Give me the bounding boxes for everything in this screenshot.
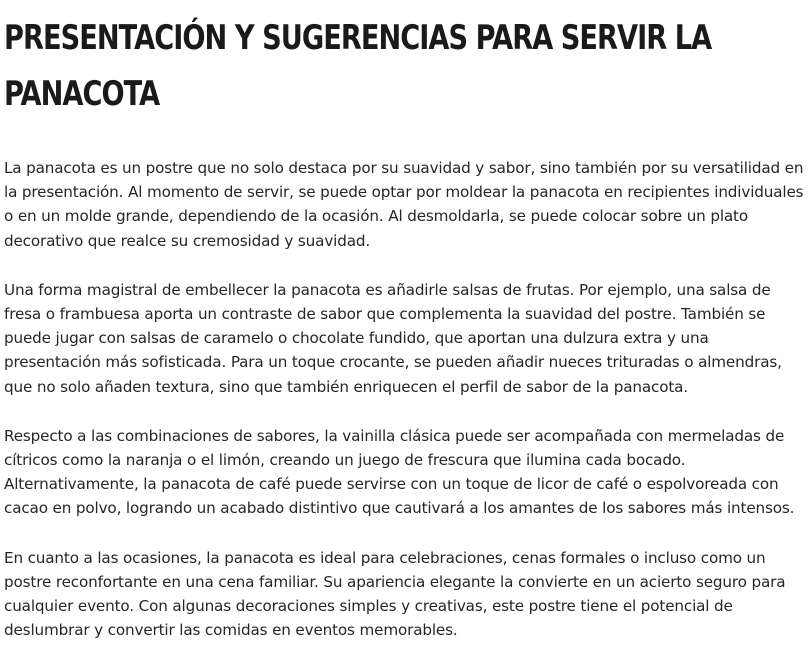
article-paragraph-2: Una forma magistral de embellecer la panacota es añadirle salsas de frutas. Por ejemplo, una salsa de fresa o frambuesa aporta un contraste de sabor que complementa la suavidad del postre. También se puede jugar con salsas de caramelo o chocolate fundido, que aportan una dulzura extra y una presentación más sofisticada. Para un toque crocante, se pueden añadir nueces trituradas o almendras, que no solo añaden textura, sino que también enriquecen el perfil de sabor de la panacota. [4,280,782,396]
article-title-line-1: PRESENTACIÓN Y SUGERENCIAS PARA SERVIR LA [4,18,712,58]
article-paragraph-4: En cuanto a las ocasiones, la panacota es ideal para celebraciones, cenas formales o incluso como un postre reconfortante en una cena familiar. Su apariencia elegante la convierte en un acierto seguro para cualquier evento. Con algunas decoraciones simples y creativas, este postre tiene el potencial de deslumbrar y convertir las comidas en eventos memorables. [4,548,786,640]
article [4,0,808,640]
article-paragraph-1: La panacota es un postre que no solo destaca por su suavidad y sabor, sino también por su versatilidad en la presentación. Al momento de servir, se puede optar por moldear la panacota en recipientes individuales o en un molde grande, dependiendo de la ocasión. Al desmoldarla, se puede colocar sobre un plato decorativo que realce su cremosidad y suavidad. [4,159,804,250]
article-paragraph-3: Respecto a las combinaciones de sabores, la vainilla clásica puede ser acompañada con mermeladas de cítricos como la naranja o el limón, creando un juego de frescura que ilumina cada bocado. Alternativamente, la panacota de café puede servirse con un toque de licor de café o espolvoreada con cacao en polvo, logrando un acabado distintivo que cautivará a los amantes de los sabores más intensos. [4,426,795,518]
article-body [4,156,808,667]
article-title-line-2: PANACOTA [4,74,160,114]
article-title [4,0,804,122]
